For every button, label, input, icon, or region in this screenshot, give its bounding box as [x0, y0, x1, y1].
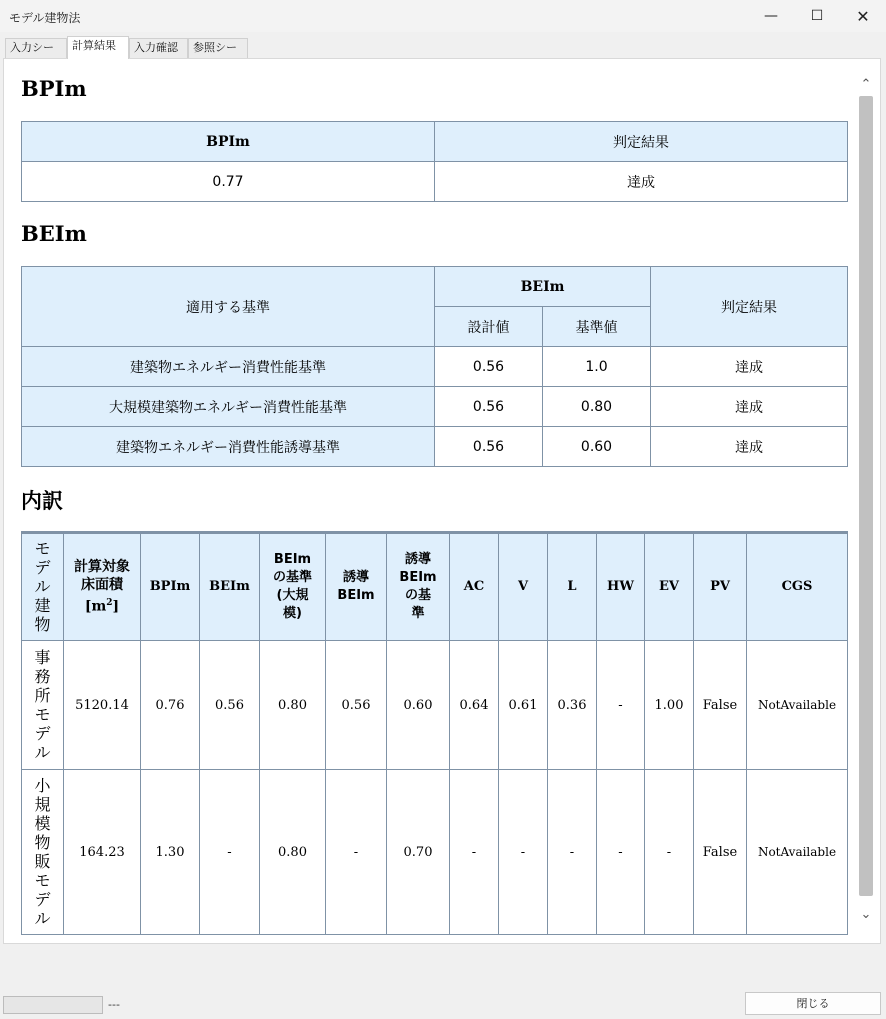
header-base-value: 基準値 — [543, 307, 651, 347]
table-row — [22, 347, 848, 387]
header-standard: 適用する基準 — [22, 267, 435, 347]
header-ev: EV — [645, 533, 694, 641]
result-value: 達成 — [651, 387, 848, 427]
scroll-down-icon[interactable]: ⌄ — [860, 906, 872, 922]
close-window-button[interactable] — [840, 0, 886, 32]
header-beim: BEIm — [200, 533, 260, 641]
table-row — [22, 427, 848, 467]
ac-value: - — [450, 770, 499, 935]
header-beim-standard: BEImの基準(大規模) — [260, 533, 326, 641]
base-value: 0.60 — [543, 427, 651, 467]
header-ac: AC — [450, 533, 499, 641]
header-floor-area: 計算対象床面積 $[m^2]$ — [64, 533, 141, 641]
close-icon: ✕ — [856, 6, 870, 26]
tab-strip — [0, 36, 886, 58]
maximize-icon: ☐ — [810, 8, 824, 24]
section-title-bpim: BPIm — [21, 76, 87, 101]
tab-calc-results[interactable]: 計算結果 — [67, 36, 129, 59]
minimize-button[interactable] — [748, 0, 794, 32]
tab-input-sheet[interactable]: 入力シー — [5, 38, 67, 58]
table-row — [22, 162, 848, 202]
v-value: - — [499, 770, 548, 935]
header-result: 判定結果 — [435, 122, 848, 162]
close-button[interactable]: 閉じる — [745, 992, 881, 1015]
l-value: 0.36 — [548, 641, 597, 770]
design-value: 0.56 — [435, 347, 543, 387]
header-result: 判定結果 — [651, 267, 848, 347]
bpim-value: 0.77 — [22, 162, 435, 202]
header-pv: PV — [694, 533, 747, 641]
table-row — [22, 387, 848, 427]
yudo-standard-value: 0.70 — [387, 770, 450, 935]
result-value: 達成 — [651, 427, 848, 467]
bpim-result: 達成 — [435, 162, 848, 202]
progress-bar — [3, 996, 103, 1014]
vertical-scrollbar[interactable] — [856, 70, 876, 928]
tab-input-check[interactable]: 入力確認 — [129, 38, 188, 58]
v-value: 0.61 — [499, 641, 548, 770]
breakdown-table — [21, 531, 848, 935]
table-row — [22, 641, 848, 770]
beim-table — [21, 266, 848, 467]
result-value: 達成 — [651, 347, 848, 387]
design-value: 0.56 — [435, 427, 543, 467]
hw-value: - — [597, 641, 645, 770]
table-row — [22, 770, 848, 935]
yudo-beim-value: 0.56 — [326, 641, 387, 770]
title-bar — [0, 0, 886, 32]
window-title: モデル建物法 — [9, 11, 81, 25]
minimize-icon: — — [764, 8, 778, 24]
bpim-value: 0.76 — [141, 641, 200, 770]
header-hw: HW — [597, 533, 645, 641]
bpim-value: 1.30 — [141, 770, 200, 935]
tab-reference-sheet[interactable]: 参照シー — [188, 38, 248, 58]
scrollbar-thumb[interactable] — [859, 96, 873, 896]
status-bar — [0, 990, 886, 1019]
hw-value: - — [597, 770, 645, 935]
l-value: - — [548, 770, 597, 935]
model-name: 事務所モデル — [22, 641, 64, 770]
standard-name: 建築物エネルギー消費性能誘導基準 — [22, 427, 435, 467]
beim-value: 0.56 — [200, 641, 260, 770]
beim-value: - — [200, 770, 260, 935]
floor-area-value: 164.23 — [64, 770, 141, 935]
maximize-button[interactable] — [794, 0, 840, 32]
pv-value: False — [694, 641, 747, 770]
header-yudo-beim-standard: 誘導BEImの基準 — [387, 533, 450, 641]
beim-standard-value: 0.80 — [260, 641, 326, 770]
ev-value: - — [645, 770, 694, 935]
header-model: モデル建物 — [22, 533, 64, 641]
header-v: V — [499, 533, 548, 641]
header-beim: BEIm — [435, 267, 651, 307]
base-value: 0.80 — [543, 387, 651, 427]
model-name: 小規模物販モデル — [22, 770, 64, 935]
design-value: 0.56 — [435, 387, 543, 427]
base-value: 1.0 — [543, 347, 651, 387]
header-design-value: 設計値 — [435, 307, 543, 347]
yudo-beim-value: - — [326, 770, 387, 935]
section-title-breakdown: 内訳 — [21, 488, 63, 513]
status-text: --- — [108, 998, 120, 1011]
standard-name: 大規模建築物エネルギー消費性能基準 — [22, 387, 435, 427]
standard-name: 建築物エネルギー消費性能基準 — [22, 347, 435, 387]
pv-value: False — [694, 770, 747, 935]
section-title-beim: BEIm — [21, 221, 87, 246]
cgs-value: NotAvailable — [747, 770, 848, 935]
header-bpim: BPIm — [22, 122, 435, 162]
header-cgs: CGS — [747, 533, 848, 641]
yudo-standard-value: 0.60 — [387, 641, 450, 770]
scroll-up-icon[interactable]: ⌃ — [860, 76, 872, 92]
header-yudo-beim: 誘導BEIm — [326, 533, 387, 641]
bpim-table — [21, 121, 848, 202]
header-bpim: BPIm — [141, 533, 200, 641]
ac-value: 0.64 — [450, 641, 499, 770]
floor-area-value: 5120.14 — [64, 641, 141, 770]
header-l: L — [548, 533, 597, 641]
cgs-value: NotAvailable — [747, 641, 848, 770]
beim-standard-value: 0.80 — [260, 770, 326, 935]
ev-value: 1.00 — [645, 641, 694, 770]
